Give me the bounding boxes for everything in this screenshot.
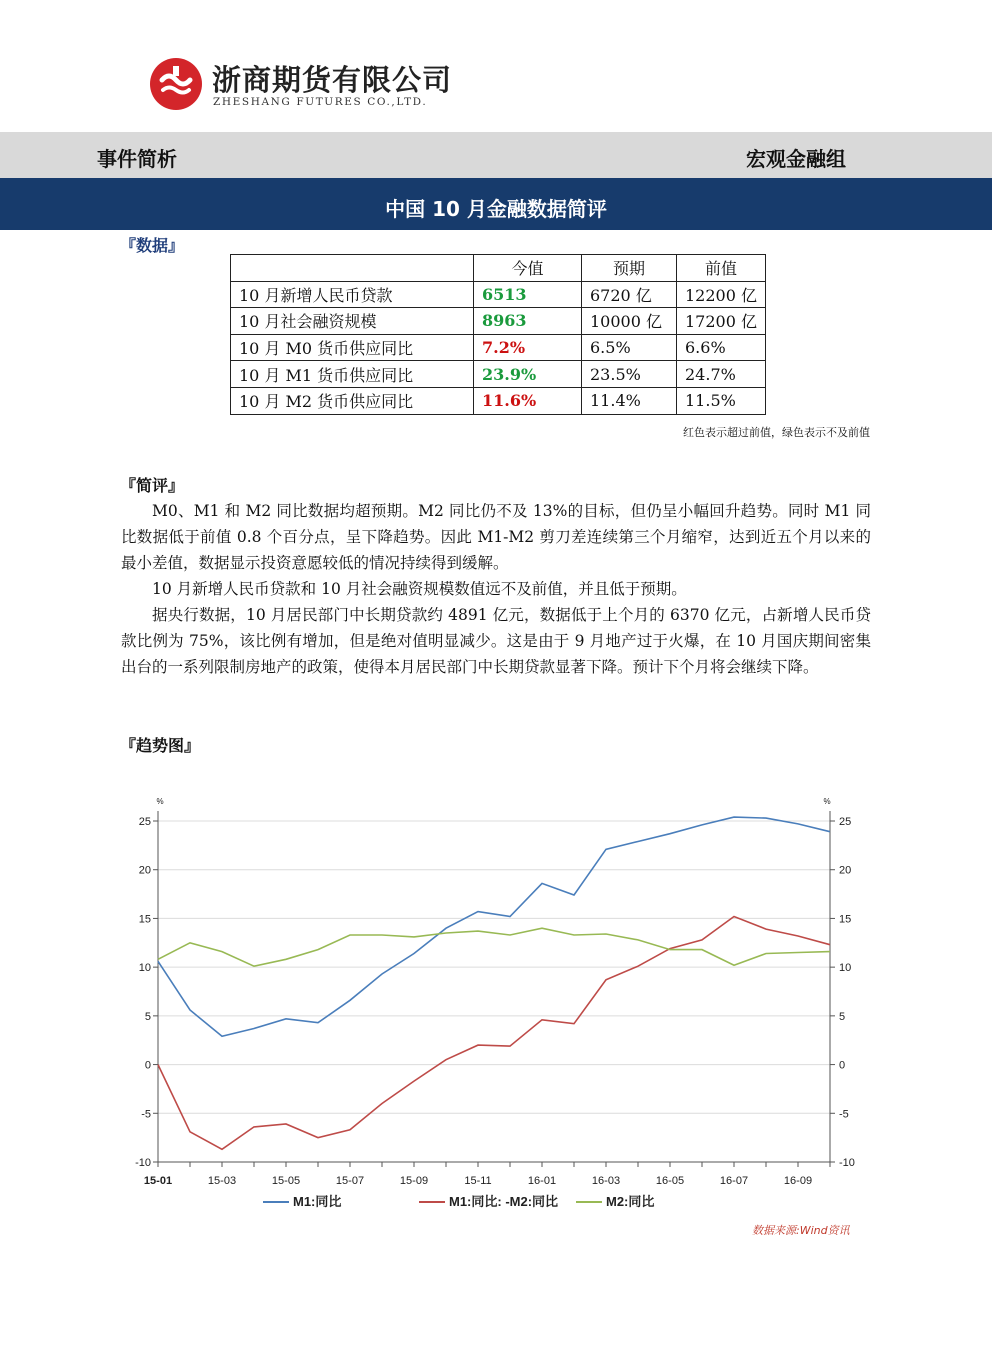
category-label: 事件简析 [97, 147, 177, 171]
current-value: 7.2% [474, 334, 582, 361]
report-title-bar [0, 178, 992, 230]
x-tick-label: 15-11 [464, 1175, 492, 1187]
table-row [231, 361, 766, 388]
y-tick-label-left: 10 [138, 962, 151, 975]
current-value: 8963 [474, 308, 582, 335]
expected-value: 10000 亿 [582, 308, 677, 335]
row-label: 10 月 M1 货币供应同比 [231, 361, 474, 388]
y-unit-left: % [156, 797, 164, 806]
legend-label: M1:同比 [293, 1194, 342, 1209]
y-tick-label-left: -10 [135, 1157, 151, 1169]
expected-value: 6.5% [582, 334, 677, 361]
company-name-cn: 浙商期货有限公司 [212, 63, 453, 97]
y-tick-label-left: 15 [138, 913, 151, 926]
company-name-en: ZHESHANG FUTURES CO.,LTD. [213, 96, 428, 108]
y-tick-label-left: 0 [144, 1059, 151, 1072]
expected-value: 11.4% [582, 387, 677, 414]
table-row [231, 334, 766, 361]
y-tick-label-left: 20 [138, 864, 151, 877]
y-tick-label-right: -5 [839, 1108, 849, 1121]
review-paragraph: 10 月新增人民币贷款和 10 月社会融资规模数值远不及前值，并且低于预期。 [152, 580, 687, 598]
table-color-note: 红色表示超过前值，绿色表示不及前值 [683, 426, 870, 439]
x-tick-label: 16-01 [527, 1175, 557, 1187]
x-tick-label: 16-03 [591, 1175, 621, 1187]
table-row [231, 281, 766, 308]
section-heading-data: 『数据』 [120, 236, 185, 255]
row-label: 10 月 M0 货币供应同比 [231, 334, 474, 361]
series-line [158, 817, 830, 1036]
category-band [0, 132, 992, 178]
table-header-cell: 前值 [677, 255, 766, 282]
current-value: 11.6% [474, 387, 582, 414]
previous-value: 12200 亿 [677, 281, 766, 308]
expected-value: 6720 亿 [582, 281, 677, 308]
table-header-cell [231, 255, 474, 282]
section-heading-trend: 『趋势图』 [120, 736, 201, 755]
y-tick-label-left: 5 [144, 1010, 151, 1023]
y-tick-label-right: 20 [839, 864, 852, 877]
chart-grid [158, 821, 830, 1162]
y-tick-label-right: 5 [839, 1010, 846, 1023]
data-table [230, 254, 766, 415]
y-tick-label-left: 25 [138, 816, 151, 828]
y-tick-label-right: 0 [839, 1059, 846, 1072]
table-row [231, 308, 766, 335]
series-line [158, 928, 830, 966]
x-tick-label: 15-01 [143, 1175, 173, 1187]
y-tick-label-right: 15 [839, 913, 852, 926]
row-label: 10 月社会融资规模 [231, 308, 474, 335]
y-unit-right: % [823, 797, 831, 806]
y-tick-label-right: -10 [839, 1157, 855, 1169]
y-tick-label-right: 25 [839, 816, 852, 828]
y-tick-label-left: -5 [141, 1108, 151, 1121]
chart-legend [263, 1194, 654, 1209]
data-source-note: 数据来源:Wind资讯 [752, 1224, 850, 1237]
table-header-cell: 今值 [474, 255, 582, 282]
x-tick-label: 15-09 [399, 1175, 429, 1187]
table-header-cell: 预期 [582, 255, 677, 282]
x-tick-label: 16-05 [655, 1175, 685, 1187]
zheshang-logo-icon [148, 56, 204, 112]
review-body [121, 498, 871, 680]
row-label: 10 月新增人民币贷款 [231, 281, 474, 308]
section-heading-review: 『简评』 [120, 476, 185, 495]
legend-label: M2:同比 [606, 1194, 655, 1209]
report-title: 中国 10 月金融数据简评 [385, 197, 607, 221]
previous-value: 24.7% [677, 361, 766, 388]
x-tick-label: 16-09 [783, 1175, 813, 1187]
previous-value: 11.5% [677, 387, 766, 414]
table-header-row [231, 255, 766, 282]
chart-axes [135, 797, 855, 1187]
company-logo [148, 56, 453, 116]
x-tick-label: 16-07 [719, 1175, 749, 1187]
x-tick-label: 15-03 [207, 1175, 237, 1187]
previous-value: 17200 亿 [677, 308, 766, 335]
trend-line-chart [110, 790, 880, 1220]
expected-value: 23.5% [582, 361, 677, 388]
y-tick-label-right: 10 [839, 962, 852, 975]
current-value: 6513 [474, 281, 582, 308]
row-label: 10 月 M2 货币供应同比 [231, 387, 474, 414]
chart-series [158, 817, 830, 1149]
table-row [231, 387, 766, 414]
series-line [158, 917, 830, 1150]
review-paragraph: M0、M1 和 M2 同比数据均超预期。M2 同比仍不及 13%的目标，但仍呈小幅回升趋势。同时 M1 同比数据低于前值 0.8 个百分点，呈下降趋势。因此 M1-M2 剪刀差连续第三个月缩窄，达到近五个月以来的最小差值，数据显示投资意愿较低的情况持续得到缓解。 [121, 502, 871, 572]
previous-value: 6.6% [677, 334, 766, 361]
team-label: 宏观金融组 [746, 147, 846, 171]
x-tick-label: 15-07 [335, 1175, 365, 1187]
review-paragraph: 据央行数据，10 月居民部门中长期贷款约 4891 亿元，数据低于上个月的 6370 亿元，占新增人民币贷款比例为 75%，该比例有增加，但是绝对值明显减少。这是由于 9 月地产过于火爆，在 10 月国庆期间密集出台的一系列限制房地产的政策，使得本月居民部门中长期贷款显著下降。预计下个月将会继续下降。 [121, 606, 871, 676]
current-value: 23.9% [474, 361, 582, 388]
x-tick-label: 15-05 [271, 1175, 301, 1187]
legend-label: M1:同比: -M2:同比 [449, 1194, 559, 1209]
